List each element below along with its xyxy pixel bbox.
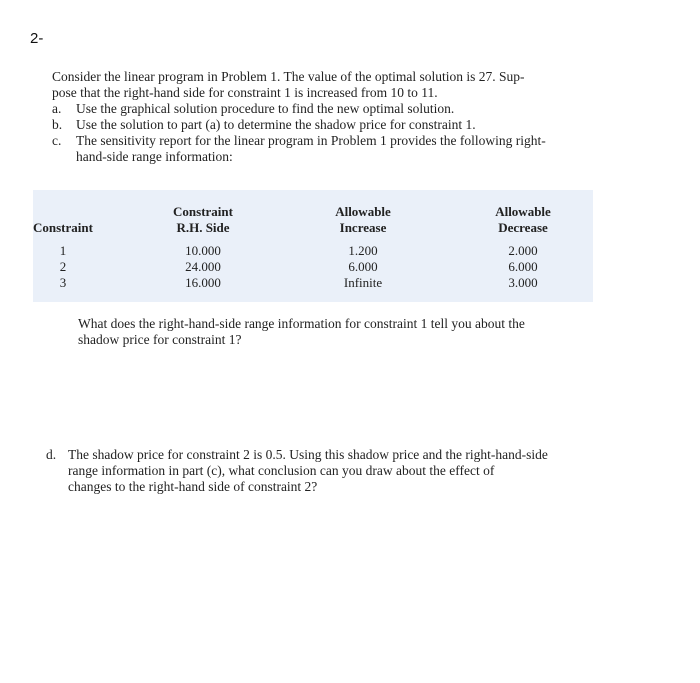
table-cell: 6.000 [348,259,378,274]
item-b [52,117,612,133]
header-constraint: Constraint [33,220,93,235]
table-cell: 16.000 [185,275,221,290]
problem-number: 2- [30,30,44,47]
item-b-label: b. [52,117,63,132]
header-dec-line-2: Decrease [498,220,548,235]
item-a-text: Use the graphical solution procedure to find the new optimal solution. [76,101,455,116]
column-allowable-increase [313,243,413,291]
table-cell: 1.200 [348,243,378,258]
column-constraint [53,243,73,291]
item-d-line-2: range information in part (c), what conclusion can you draw about the effect of [68,463,495,478]
item-c-line-1: The sensitivity report for the linear program in Problem 1 provides the following right- [76,133,546,148]
table-cell: 24.000 [185,259,221,274]
header-dec-line-1: Allowable [495,204,551,219]
header-rhs-line-2: R.H. Side [176,220,230,235]
item-a [52,101,612,117]
item-d-line-3: changes to the right-hand side of constraint 2? [68,479,318,494]
header-inc-line-1: Allowable [335,204,391,219]
column-rhs [153,243,253,291]
sensitivity-table [33,190,593,302]
table-cell: 1 [59,243,67,258]
item-c-line-2: hand-side range information: [76,149,233,164]
table-cell: 10.000 [185,243,221,258]
question-c-line-1: What does the right-hand-side range information for constraint 1 tell you about the [78,316,525,331]
item-a-label: a. [52,101,62,116]
intro-line-2: pose that the right-hand side for constraint 1 is increased from 10 to 11. [52,85,438,100]
table-cell: 6.000 [508,259,538,274]
header-inc-line-2: Increase [339,220,387,235]
intro-line-1: Consider the linear program in Problem 1. The value of the optimal solution is 27. Sup- [52,69,525,84]
column-allowable-decrease [473,243,573,291]
table-cell: 2.000 [508,243,538,258]
header-rhs-line-1: Constraint [173,204,233,219]
item-d [46,447,606,495]
table-cell: 2 [59,259,67,274]
table-cell: 3.000 [508,275,538,290]
question-c-line-2: shadow price for constraint 1? [78,332,242,347]
header-allowable-decrease [473,204,573,236]
item-c [52,133,612,165]
item-d-line-1: The shadow price for constraint 2 is 0.5. Using this shadow price and the right-hand-side [68,447,548,462]
item-d-text [68,447,588,495]
table-cell: Infinite [343,275,383,290]
item-d-label: d. [46,447,57,462]
item-b-text: Use the solution to part (a) to determine the shadow price for constraint 1. [76,117,476,132]
item-c-text [76,133,596,165]
header-rhs [153,204,253,236]
item-c-label: c. [52,133,62,148]
question-c-text [78,316,598,348]
intro-paragraph [52,69,592,101]
header-allowable-increase [313,204,413,236]
table-cell: 3 [59,275,67,290]
